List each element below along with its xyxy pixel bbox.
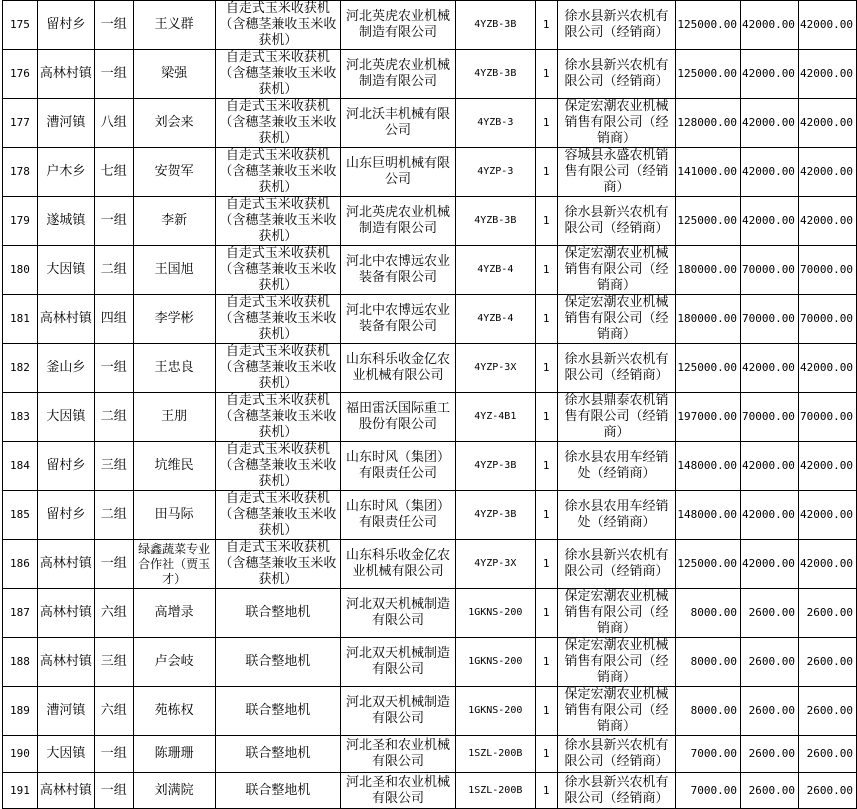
table-row <box>3 295 857 344</box>
cell-subsidy-total: 42000.00 <box>798 344 856 393</box>
cell-subsidy-amount: 70000.00 <box>740 246 798 295</box>
cell-subsidy-total: 2600.00 <box>798 773 856 809</box>
cell-machine-type: 自走式玉米收获机（含穗茎兼收玉米收获机） <box>215 50 341 99</box>
cell-buyer-name: 王朋 <box>133 393 215 442</box>
cell-model: 4YZP-3B <box>455 442 535 491</box>
cell-group: 一组 <box>94 344 133 393</box>
cell-subsidy-total: 42000.00 <box>798 148 856 197</box>
cell-number: 191 <box>3 773 38 809</box>
table-row <box>3 50 857 99</box>
table-row <box>3 491 857 540</box>
cell-machine-type: 联合整地机 <box>215 589 341 638</box>
cell-model: 4YZP-3X <box>455 540 535 589</box>
cell-sale-price: 125000.00 <box>676 197 741 246</box>
table-row <box>3 687 857 736</box>
cell-machine-type: 联合整地机 <box>215 773 341 809</box>
cell-subsidy-total: 42000.00 <box>798 442 856 491</box>
cell-sale-price: 197000.00 <box>676 393 741 442</box>
table-row <box>3 540 857 589</box>
cell-subsidy-total: 42000.00 <box>798 50 856 99</box>
cell-dealer: 保定宏潮农业机械销售有限公司（经销商） <box>557 295 676 344</box>
cell-township: 大因镇 <box>37 393 94 442</box>
cell-subsidy-amount: 42000.00 <box>740 1 798 50</box>
cell-subsidy-amount: 70000.00 <box>740 295 798 344</box>
cell-subsidy-amount: 42000.00 <box>740 442 798 491</box>
cell-quantity: 1 <box>535 1 557 50</box>
cell-number: 177 <box>3 99 38 148</box>
cell-township: 漕河镇 <box>37 99 94 148</box>
cell-model: 4YZB-3B <box>455 1 535 50</box>
cell-township: 遂城镇 <box>37 197 94 246</box>
cell-dealer: 保定宏潮农业机械销售有限公司（经销商） <box>557 687 676 736</box>
cell-buyer-name: 陈珊珊 <box>133 736 215 773</box>
cell-model: 4YZB-4 <box>455 246 535 295</box>
cell-subsidy-total: 70000.00 <box>798 295 856 344</box>
cell-quantity: 1 <box>535 295 557 344</box>
cell-subsidy-total: 2600.00 <box>798 687 856 736</box>
cell-sale-price: 7000.00 <box>676 736 741 773</box>
cell-number: 182 <box>3 344 38 393</box>
cell-manufacturer: 山东时风（集团）有限责任公司 <box>341 442 456 491</box>
cell-machine-type: 联合整地机 <box>215 736 341 773</box>
cell-machine-type: 自走式玉米收获机（含穗茎兼收玉米收获机） <box>215 393 341 442</box>
cell-subsidy-total: 2600.00 <box>798 736 856 773</box>
cell-sale-price: 125000.00 <box>676 1 741 50</box>
cell-subsidy-amount: 42000.00 <box>740 99 798 148</box>
cell-subsidy-total: 42000.00 <box>798 540 856 589</box>
cell-subsidy-amount: 42000.00 <box>740 344 798 393</box>
cell-buyer-name: 刘会来 <box>133 99 215 148</box>
cell-subsidy-total: 42000.00 <box>798 197 856 246</box>
cell-township: 高林村镇 <box>37 589 94 638</box>
cell-dealer: 徐水县农用车经销处（经销商） <box>557 491 676 540</box>
cell-dealer: 徐水县农用车经销处（经销商） <box>557 442 676 491</box>
cell-quantity: 1 <box>535 736 557 773</box>
cell-number: 184 <box>3 442 38 491</box>
cell-number: 190 <box>3 736 38 773</box>
cell-sale-price: 180000.00 <box>676 295 741 344</box>
cell-group: 三组 <box>94 638 133 687</box>
cell-machine-type: 自走式玉米收获机（含穗茎兼收玉米收获机） <box>215 1 341 50</box>
cell-manufacturer: 河北英虎农业机械制造有限公司 <box>341 197 456 246</box>
cell-quantity: 1 <box>535 442 557 491</box>
cell-machine-type: 自走式玉米收获机（含穗茎兼收玉米收获机） <box>215 148 341 197</box>
table-row <box>3 773 857 809</box>
cell-model: 4YZB-3 <box>455 99 535 148</box>
table-row <box>3 736 857 773</box>
cell-dealer: 保定宏潮农业机械销售有限公司（经销商） <box>557 589 676 638</box>
table-row <box>3 99 857 148</box>
cell-number: 178 <box>3 148 38 197</box>
subsidy-table-container <box>2 0 857 809</box>
cell-buyer-name: 王义群 <box>133 1 215 50</box>
cell-sale-price: 7000.00 <box>676 773 741 809</box>
cell-manufacturer: 河北双天机械制造有限公司 <box>341 638 456 687</box>
cell-buyer-name: 坑维民 <box>133 442 215 491</box>
cell-manufacturer: 山东科乐收金亿农业机械有限公司 <box>341 540 456 589</box>
table-row <box>3 148 857 197</box>
cell-subsidy-amount: 2600.00 <box>740 736 798 773</box>
cell-sale-price: 148000.00 <box>676 491 741 540</box>
table-row <box>3 197 857 246</box>
cell-subsidy-amount: 42000.00 <box>740 50 798 99</box>
cell-manufacturer: 山东科乐收金亿农业机械有限公司 <box>341 344 456 393</box>
cell-township: 留村乡 <box>37 491 94 540</box>
cell-township: 大因镇 <box>37 246 94 295</box>
cell-buyer-name: 安贺军 <box>133 148 215 197</box>
cell-manufacturer: 山东巨明机械有限公司 <box>341 148 456 197</box>
cell-quantity: 1 <box>535 246 557 295</box>
cell-township: 大因镇 <box>37 736 94 773</box>
cell-subsidy-amount: 42000.00 <box>740 197 798 246</box>
cell-number: 176 <box>3 50 38 99</box>
cell-subsidy-amount: 42000.00 <box>740 148 798 197</box>
cell-machine-type: 自走式玉米收获机（含穗茎兼收玉米收获机） <box>215 540 341 589</box>
table-row <box>3 589 857 638</box>
cell-subsidy-total: 2600.00 <box>798 638 856 687</box>
cell-township: 漕河镇 <box>37 687 94 736</box>
cell-dealer: 徐水县鼎泰农机销售有限公司（经销商） <box>557 393 676 442</box>
cell-subsidy-total: 42000.00 <box>798 99 856 148</box>
table-row <box>3 638 857 687</box>
cell-quantity: 1 <box>535 50 557 99</box>
table-row <box>3 1 857 50</box>
cell-subsidy-total: 70000.00 <box>798 246 856 295</box>
cell-dealer: 徐水县新兴农机有限公司（经销商） <box>557 1 676 50</box>
cell-buyer-name: 卢会岐 <box>133 638 215 687</box>
table-row <box>3 393 857 442</box>
table-body <box>3 1 857 809</box>
cell-group: 一组 <box>94 540 133 589</box>
cell-model: 1SZL-200B <box>455 773 535 809</box>
cell-number: 187 <box>3 589 38 638</box>
cell-group: 一组 <box>94 50 133 99</box>
cell-dealer: 徐水县新兴农机有限公司（经销商） <box>557 344 676 393</box>
cell-dealer: 保定宏潮农业机械销售有限公司（经销商） <box>557 99 676 148</box>
cell-buyer-name: 绿鑫蔬菜专业合作社（贾玉才） <box>133 540 215 589</box>
cell-group: 六组 <box>94 589 133 638</box>
cell-model: 4YZB-3B <box>455 197 535 246</box>
cell-number: 183 <box>3 393 38 442</box>
cell-number: 179 <box>3 197 38 246</box>
cell-subsidy-amount: 2600.00 <box>740 687 798 736</box>
cell-model: 4YZ-4B1 <box>455 393 535 442</box>
cell-sale-price: 8000.00 <box>676 687 741 736</box>
cell-subsidy-amount: 42000.00 <box>740 540 798 589</box>
cell-sale-price: 141000.00 <box>676 148 741 197</box>
cell-quantity: 1 <box>535 393 557 442</box>
cell-quantity: 1 <box>535 491 557 540</box>
table-row <box>3 246 857 295</box>
cell-buyer-name: 王忠良 <box>133 344 215 393</box>
cell-subsidy-amount: 2600.00 <box>740 589 798 638</box>
cell-group: 一组 <box>94 197 133 246</box>
cell-quantity: 1 <box>535 773 557 809</box>
cell-dealer: 徐水县新兴农机有限公司（经销商） <box>557 773 676 809</box>
cell-number: 175 <box>3 1 38 50</box>
cell-manufacturer: 河北中农博远农业装备有限公司 <box>341 295 456 344</box>
cell-subsidy-total: 2600.00 <box>798 589 856 638</box>
cell-subsidy-amount: 2600.00 <box>740 638 798 687</box>
cell-subsidy-amount: 70000.00 <box>740 393 798 442</box>
cell-quantity: 1 <box>535 589 557 638</box>
cell-group: 四组 <box>94 295 133 344</box>
cell-group: 一组 <box>94 736 133 773</box>
cell-township: 高林村镇 <box>37 540 94 589</box>
cell-buyer-name: 苑栋权 <box>133 687 215 736</box>
table-row <box>3 344 857 393</box>
cell-dealer: 徐水县新兴农机有限公司（经销商） <box>557 50 676 99</box>
cell-sale-price: 125000.00 <box>676 50 741 99</box>
cell-group: 二组 <box>94 246 133 295</box>
cell-dealer: 保定宏潮农业机械销售有限公司（经销商） <box>557 246 676 295</box>
cell-manufacturer: 河北圣和农业机械有限公司 <box>341 773 456 809</box>
cell-township: 高林村镇 <box>37 638 94 687</box>
cell-machine-type: 自走式玉米收获机（含穗茎兼收玉米收获机） <box>215 442 341 491</box>
cell-dealer: 容城县永盛农机销售有限公司（经销商） <box>557 148 676 197</box>
cell-subsidy-total: 70000.00 <box>798 393 856 442</box>
cell-quantity: 1 <box>535 99 557 148</box>
cell-buyer-name: 李学彬 <box>133 295 215 344</box>
cell-township: 高林村镇 <box>37 50 94 99</box>
cell-sale-price: 125000.00 <box>676 344 741 393</box>
cell-model: 1GKNS-200 <box>455 589 535 638</box>
cell-sale-price: 180000.00 <box>676 246 741 295</box>
cell-manufacturer: 河北英虎农业机械制造有限公司 <box>341 1 456 50</box>
cell-machine-type: 自走式玉米收获机（含穗茎兼收玉米收获机） <box>215 295 341 344</box>
cell-subsidy-total: 42000.00 <box>798 1 856 50</box>
cell-model: 1GKNS-200 <box>455 638 535 687</box>
cell-quantity: 1 <box>535 344 557 393</box>
cell-quantity: 1 <box>535 540 557 589</box>
cell-buyer-name: 田马际 <box>133 491 215 540</box>
cell-machine-type: 联合整地机 <box>215 638 341 687</box>
cell-number: 188 <box>3 638 38 687</box>
cell-subsidy-amount: 2600.00 <box>740 773 798 809</box>
cell-sale-price: 8000.00 <box>676 638 741 687</box>
cell-buyer-name: 王国旭 <box>133 246 215 295</box>
cell-quantity: 1 <box>535 148 557 197</box>
cell-manufacturer: 福田雷沃国际重工股份有限公司 <box>341 393 456 442</box>
cell-model: 4YZP-3X <box>455 344 535 393</box>
cell-number: 189 <box>3 687 38 736</box>
cell-number: 185 <box>3 491 38 540</box>
cell-quantity: 1 <box>535 687 557 736</box>
table-row <box>3 442 857 491</box>
cell-township: 留村乡 <box>37 442 94 491</box>
cell-group: 一组 <box>94 1 133 50</box>
cell-model: 1SZL-200B <box>455 736 535 773</box>
cell-group: 二组 <box>94 491 133 540</box>
cell-township: 高林村镇 <box>37 295 94 344</box>
subsidy-table <box>2 0 857 809</box>
cell-machine-type: 自走式玉米收获机（含穗茎兼收玉米收获机） <box>215 99 341 148</box>
cell-manufacturer: 河北沃丰机械有限公司 <box>341 99 456 148</box>
cell-subsidy-total: 42000.00 <box>798 491 856 540</box>
cell-group: 三组 <box>94 442 133 491</box>
cell-group: 一组 <box>94 773 133 809</box>
cell-manufacturer: 河北中农博远农业装备有限公司 <box>341 246 456 295</box>
cell-manufacturer: 山东时风（集团）有限责任公司 <box>341 491 456 540</box>
cell-machine-type: 自走式玉米收获机（含穗茎兼收玉米收获机） <box>215 246 341 295</box>
cell-buyer-name: 李新 <box>133 197 215 246</box>
cell-number: 186 <box>3 540 38 589</box>
cell-manufacturer: 河北英虎农业机械制造有限公司 <box>341 50 456 99</box>
cell-number: 180 <box>3 246 38 295</box>
cell-model: 4YZP-3 <box>455 148 535 197</box>
cell-model: 1GKNS-200 <box>455 687 535 736</box>
cell-dealer: 徐水县新兴农机有限公司（经销商） <box>557 540 676 589</box>
cell-sale-price: 128000.00 <box>676 99 741 148</box>
cell-buyer-name: 梁强 <box>133 50 215 99</box>
cell-quantity: 1 <box>535 638 557 687</box>
cell-group: 二组 <box>94 393 133 442</box>
cell-group: 七组 <box>94 148 133 197</box>
cell-township: 户木乡 <box>37 148 94 197</box>
cell-manufacturer: 河北双天机械制造有限公司 <box>341 589 456 638</box>
cell-machine-type: 联合整地机 <box>215 687 341 736</box>
cell-dealer: 保定宏潮农业机械销售有限公司（经销商） <box>557 638 676 687</box>
cell-group: 八组 <box>94 99 133 148</box>
cell-sale-price: 125000.00 <box>676 540 741 589</box>
cell-machine-type: 自走式玉米收获机（含穗茎兼收玉米收获机） <box>215 197 341 246</box>
cell-model: 4YZB-3B <box>455 50 535 99</box>
cell-quantity: 1 <box>535 197 557 246</box>
cell-dealer: 徐水县新兴农机有限公司（经销商） <box>557 736 676 773</box>
cell-buyer-name: 刘满院 <box>133 773 215 809</box>
cell-machine-type: 自走式玉米收获机（含穗茎兼收玉米收获机） <box>215 491 341 540</box>
cell-model: 4YZB-4 <box>455 295 535 344</box>
cell-sale-price: 8000.00 <box>676 589 741 638</box>
cell-township: 留村乡 <box>37 1 94 50</box>
cell-sale-price: 148000.00 <box>676 442 741 491</box>
cell-buyer-name: 高增录 <box>133 589 215 638</box>
cell-dealer: 徐水县新兴农机有限公司（经销商） <box>557 197 676 246</box>
cell-group: 六组 <box>94 687 133 736</box>
cell-model: 4YZP-3B <box>455 491 535 540</box>
cell-machine-type: 自走式玉米收获机（含穗茎兼收玉米收获机） <box>215 344 341 393</box>
cell-subsidy-amount: 42000.00 <box>740 491 798 540</box>
cell-number: 181 <box>3 295 38 344</box>
cell-township: 高林村镇 <box>37 773 94 809</box>
cell-manufacturer: 河北圣和农业机械有限公司 <box>341 736 456 773</box>
cell-manufacturer: 河北双天机械制造有限公司 <box>341 687 456 736</box>
cell-township: 釜山乡 <box>37 344 94 393</box>
